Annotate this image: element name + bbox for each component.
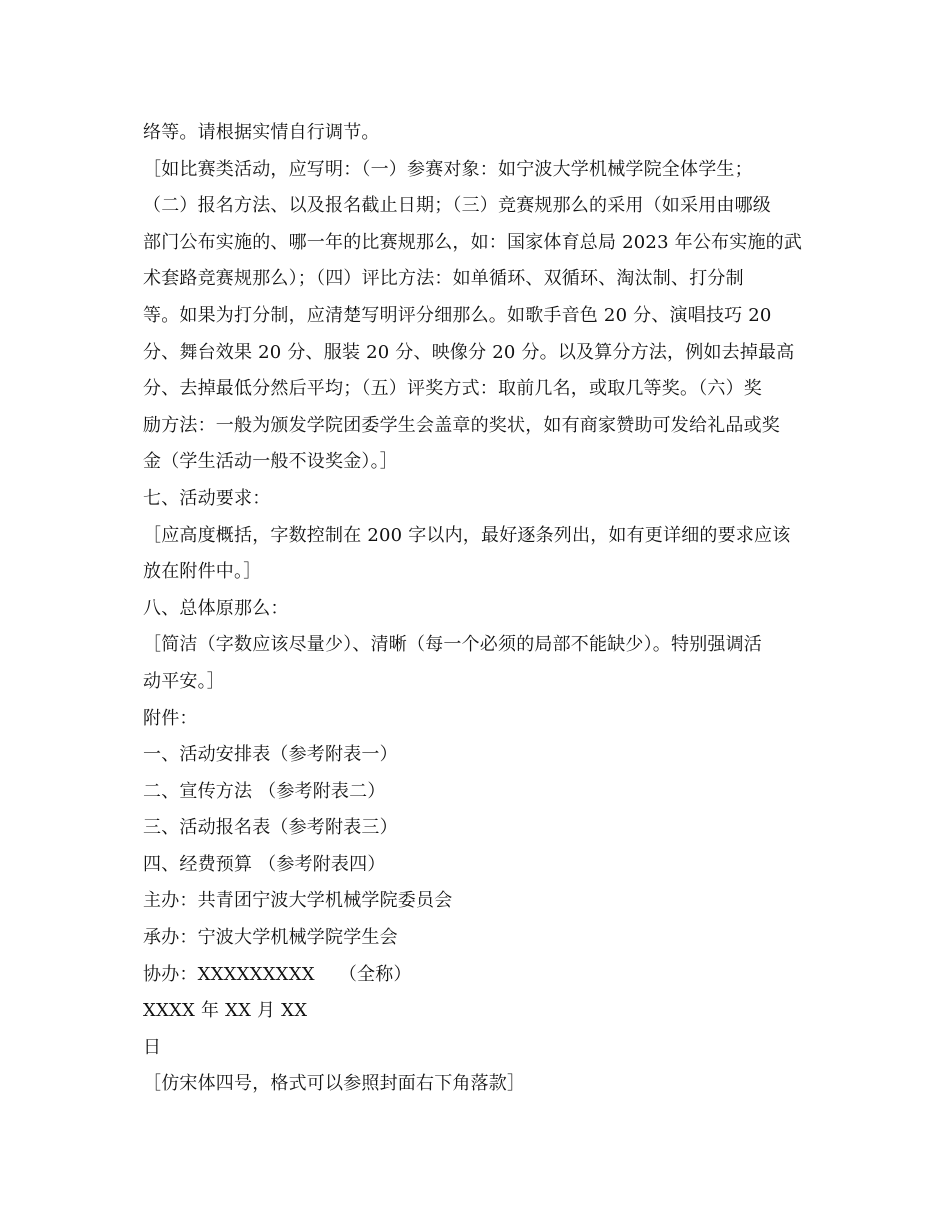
attachment-item: 二、宣传方法 （参考附表二）: [143, 780, 386, 802]
text-line: 分、去掉最低分然后平均；（五）评奖方式：取前几名，或取几等奖。（六）奖: [143, 378, 762, 400]
text-line: ［如比赛类活动，应写明：（一）参赛对象：如宁波大学机械学院全体学生；: [143, 158, 753, 180]
document-body: [143, 115, 808, 1103]
text-line: 络等。请根据实情自行调节。: [143, 122, 380, 143]
text-line: ［简洁（字数应该尽量少）、清晰（每一个必须的局部不能缺少）。特别强调活: [143, 634, 762, 656]
section-heading: 八、总体原那么：: [143, 597, 289, 619]
text-line: 放在附件中。］: [143, 561, 262, 583]
attachment-item: 四、经费预算 （参考附表四）: [143, 853, 386, 875]
date-line-day: 日: [143, 1036, 162, 1058]
date-line: XXXX 年 XX 月 XX: [143, 1000, 308, 1022]
text-line: ［应高度概括，字数控制在 200 字以内，最好逐条列出，如有更详细的要求应该: [143, 524, 791, 546]
text-line: 分、舞台效果 20 分、服装 20 分、映像分 20 分。以及算分方法，例如去掉最高: [143, 341, 795, 363]
co-organizer-line: 协办：XXXXXXXXX （全称）: [143, 963, 412, 985]
text-line: 励方法：一般为颁发学院团委学生会盖章的奖状，如有商家赞助可发给礼品或奖: [143, 414, 780, 436]
text-line: 动平安。］: [143, 670, 225, 692]
attachment-item: 三、活动报名表（参考附表三）: [143, 817, 398, 839]
text-line: （二）报名方法、以及报名截止日期；（三）竞赛规那么的采用（如采用由哪级: [143, 195, 771, 217]
attachments-heading: 附件：: [143, 707, 198, 729]
format-note: ［仿宋体四号，格式可以参照封面右下角落款］: [143, 1073, 526, 1095]
undertaker-line: 承办：宁波大学机械学院学生会: [143, 927, 398, 949]
organizer-line: 主办：共青团宁波大学机械学院委员会: [143, 890, 453, 912]
attachment-item: 一、活动安排表（参考附表一）: [143, 744, 398, 766]
text-line: 术套路竞赛规那么）；（四）评比方法：如单循环、双循环、淘汰制、打分制: [143, 268, 744, 290]
text-line: 金（学生活动一般不设奖金）。］: [143, 451, 398, 473]
text-line: 等。如果为打分制，应清楚写明评分细那么。如歌手音色 20 分、演唱技巧 20: [143, 304, 772, 326]
section-heading: 七、活动要求：: [143, 487, 271, 509]
text-line: 部门公布实施的、哪一年的比赛规那么，如：国家体育总局 2023 年公布实施的武: [143, 231, 803, 253]
